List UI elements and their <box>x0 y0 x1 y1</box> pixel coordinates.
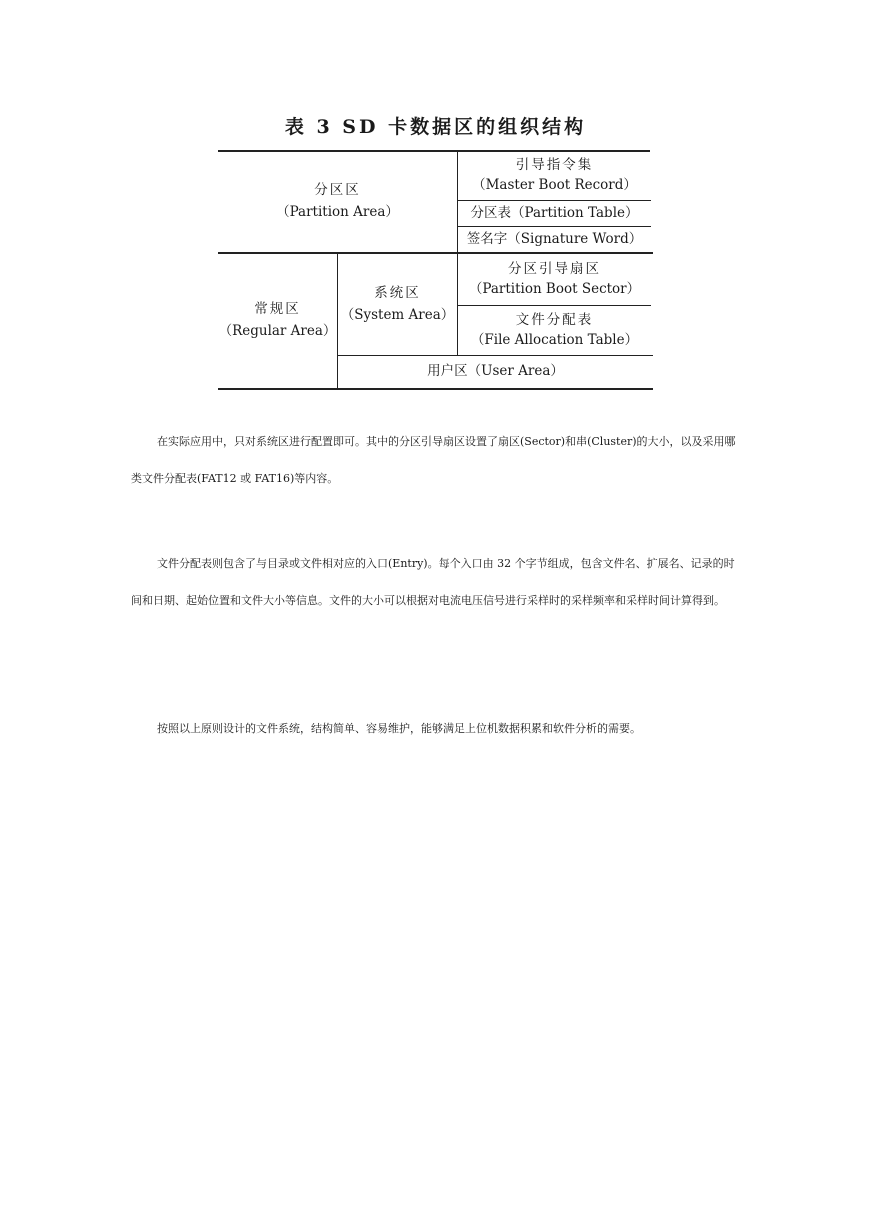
cell-system-area-zh: 系统区 <box>374 284 421 301</box>
cell-regular-area-zh: 常规区 <box>254 301 301 318</box>
data-area-structure-table <box>218 150 653 391</box>
paragraph-file-allocation-table: 文件分配表则包含了与目录或文件相对应的入口(Entry)。每个入口由 32 个字节组成，包含文件名、扩展名、记录的时间和日期、起始位置和文件大小等信息。文件的大小可以根据对电流电压信号进行采样时的采样频率和采样时间计算得到。 <box>131 557 735 607</box>
cell-partition-table <box>458 201 651 226</box>
cell-partition-area-zh: 分区区 <box>314 182 361 199</box>
cell-system-area <box>338 254 457 355</box>
table-rule-bottom <box>218 388 653 390</box>
cell-file-allocation-table-en: （File Allocation Table） <box>470 331 639 348</box>
paragraph-design-conclusion: 按照以上原则设计的文件系统，结构简单、容易维护，能够满足上位机数据积累和软件分析的需要。 <box>157 722 641 735</box>
cell-partition-boot-sector-en: （Partition Boot Sector） <box>468 280 641 297</box>
cell-system-area-en: （System Area） <box>340 306 455 323</box>
paragraph-system-area: 在实际应用中，只对系统区进行配置即可。其中的分区引导扇区设置了扇区(Sector)和串(Cluster)的大小，以及采用哪类文件分配表(FAT12 或 FAT16)等内容。 <box>131 435 736 485</box>
cell-regular-area <box>218 254 337 388</box>
cell-partition-area <box>218 152 457 252</box>
cell-partition-boot-sector <box>458 254 651 305</box>
cell-signature-word-text: 签名字（Signature Word） <box>466 230 643 247</box>
cell-master-boot-record-zh: 引导指令集 <box>515 157 594 174</box>
cell-master-boot-record <box>458 152 651 200</box>
cell-user-area <box>338 356 653 388</box>
cell-file-allocation-table-zh: 文件分配表 <box>515 311 594 328</box>
cell-master-boot-record-en: （Master Boot Record） <box>472 177 637 193</box>
cell-user-area-text: 用户区（User Area） <box>427 363 564 380</box>
cell-signature-word <box>458 227 651 252</box>
cell-regular-area-en: （Regular Area） <box>218 323 337 339</box>
table-caption: 表 3 SD 卡数据区的组织结构 <box>284 116 587 138</box>
cell-partition-boot-sector-zh: 分区引导扇区 <box>508 260 601 277</box>
cell-partition-area-en: （Partition Area） <box>276 204 399 220</box>
cell-file-allocation-table <box>458 306 651 355</box>
cell-partition-table-text: 分区表（Partition Table） <box>470 204 639 221</box>
